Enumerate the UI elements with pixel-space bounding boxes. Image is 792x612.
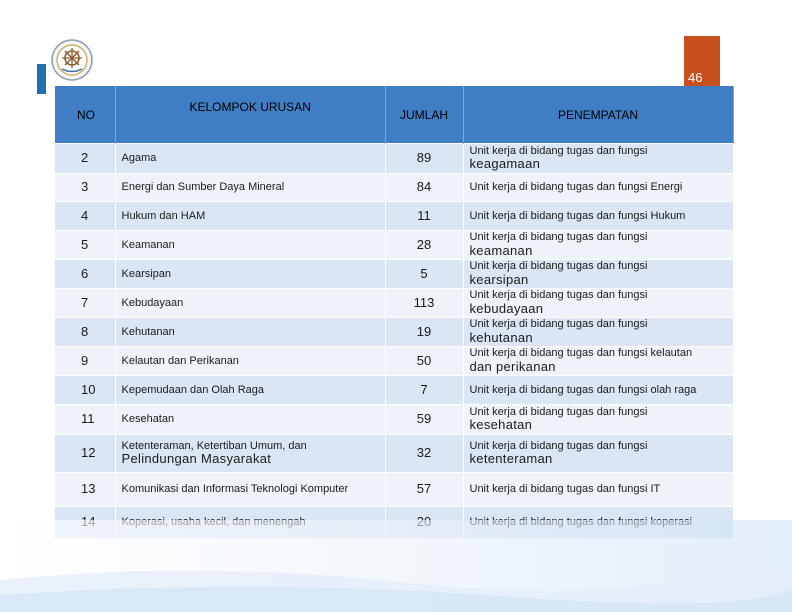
penempatan-text: Unit kerja di bidang tugas dan fungsi olah raga [469, 383, 697, 396]
cell-kelompok [115, 174, 385, 202]
penempatan-text-line2: kesehatan [469, 417, 533, 433]
cell-no: 7 [55, 289, 115, 318]
cell-no: 10 [55, 376, 115, 405]
table-row [55, 376, 733, 405]
cell-jumlah: 7 [385, 376, 463, 405]
cell-kelompok [115, 231, 385, 260]
penempatan-text-line2: kebudayaan [469, 300, 544, 316]
cell-kelompok [115, 473, 385, 507]
header-penempatan: PENEMPATAN [463, 86, 733, 144]
cell-jumlah: 57 [385, 473, 463, 507]
cell-jumlah: 89 [385, 144, 463, 174]
kelompok-text: Ketenteraman, Ketertiban Umum, dan [121, 439, 307, 452]
kelompok-text: Kebudayaan [121, 296, 184, 309]
cell-penempatan [463, 260, 733, 289]
cell-no: 11 [55, 405, 115, 435]
cell-penempatan [463, 231, 733, 260]
kelompok-text: Hukum dan HAM [121, 209, 206, 222]
cell-penempatan [463, 144, 733, 174]
cell-no: 9 [55, 347, 115, 376]
kelompok-text: Energi dan Sumber Daya Mineral [121, 181, 285, 194]
cell-kelompok [115, 376, 385, 405]
cell-penempatan [463, 174, 733, 202]
cell-jumlah: 59 [385, 405, 463, 435]
data-table [55, 86, 733, 538]
cell-penempatan [463, 473, 733, 507]
page-number: 46 [688, 70, 703, 85]
cell-penempatan [463, 202, 733, 231]
cell-no: 6 [55, 260, 115, 289]
cell-jumlah: 32 [385, 435, 463, 473]
cell-penempatan [463, 347, 733, 376]
penempatan-text: Unit kerja di bidang tugas dan fungsi [469, 289, 648, 302]
cell-jumlah: 50 [385, 347, 463, 376]
table-row [55, 231, 733, 260]
penempatan-text-line2: kearsipan [469, 271, 529, 287]
accent-bar [37, 64, 46, 94]
penempatan-text-line2: keagamaan [469, 156, 541, 172]
cell-no: 13 [55, 473, 115, 507]
cell-no: 12 [55, 435, 115, 473]
cell-jumlah: 11 [385, 202, 463, 231]
cell-penempatan [463, 289, 733, 318]
kelompok-text: Keamanan [121, 238, 175, 251]
cell-kelompok [115, 435, 385, 473]
penempatan-text-line2: kehutanan [469, 329, 533, 345]
cell-jumlah: 84 [385, 174, 463, 202]
cell-penempatan [463, 435, 733, 473]
table-row [55, 144, 733, 174]
penempatan-text-line2: ketenteraman [469, 451, 553, 467]
penempatan-text: Unit kerja di bidang tugas dan fungsi [469, 144, 648, 157]
penempatan-text: Unit kerja di bidang tugas dan fungsi Energi [469, 181, 683, 194]
kelompok-text: Komunikasi dan Informasi Teknologi Komputer [121, 483, 349, 496]
cell-penempatan [463, 405, 733, 435]
kelompok-text: Kehutanan [121, 325, 175, 338]
penempatan-text: Unit kerja di bidang tugas dan fungsi [469, 405, 648, 418]
cell-no: 3 [55, 174, 115, 202]
cell-kelompok [115, 260, 385, 289]
header-no: NO [55, 86, 115, 144]
table-row [55, 347, 733, 376]
header-kelompok: KELOMPOK URUSAN [115, 86, 385, 144]
penempatan-text: Unit kerja di bidang tugas dan fungsi IT [469, 483, 661, 496]
penempatan-text: Unit kerja di bidang tugas dan fungsi Hukum [469, 209, 686, 222]
cell-kelompok [115, 202, 385, 231]
penempatan-text: Unit kerja di bidang tugas dan fungsi [469, 318, 648, 331]
kelompok-text: Kepemudaan dan Olah Raga [121, 383, 264, 396]
cell-kelompok [115, 318, 385, 347]
penempatan-text: Unit kerja di bidang tugas dan fungsi [469, 231, 648, 244]
cell-kelompok [115, 144, 385, 174]
cell-jumlah: 5 [385, 260, 463, 289]
kelompok-text: Kesehatan [121, 413, 175, 426]
penempatan-text: Unit kerja di bidang tugas dan fungsi kelautan [469, 347, 693, 360]
penempatan-text-line2: keamanan [469, 242, 533, 258]
kelompok-text: Kelautan dan Perikanan [121, 354, 239, 367]
cell-penempatan [463, 376, 733, 405]
penempatan-text: Unit kerja di bidang tugas dan fungsi [469, 260, 648, 273]
cell-no: 8 [55, 318, 115, 347]
cell-jumlah: 113 [385, 289, 463, 318]
table-row [55, 405, 733, 435]
table-row [55, 318, 733, 347]
decorative-wave [0, 520, 792, 612]
table-row [55, 289, 733, 318]
cell-jumlah: 28 [385, 231, 463, 260]
penempatan-text: Unit kerja di bidang tugas dan fungsi [469, 439, 648, 452]
table-row [55, 202, 733, 231]
table-header-row [55, 86, 733, 144]
cell-no: 2 [55, 144, 115, 174]
cell-kelompok [115, 289, 385, 318]
cell-kelompok [115, 347, 385, 376]
cell-no: 4 [55, 202, 115, 231]
kelompok-text: Kearsipan [121, 267, 172, 280]
kelompok-text-line2: Pelindungan Masyarakat [121, 451, 272, 467]
cell-no: 5 [55, 231, 115, 260]
header-jumlah: JUMLAH [385, 86, 463, 144]
cell-jumlah: 19 [385, 318, 463, 347]
cell-penempatan [463, 318, 733, 347]
table-row [55, 174, 733, 202]
table-row [55, 260, 733, 289]
kelompok-text: Agama [121, 152, 157, 165]
ship-wheel-emblem-icon [50, 38, 94, 82]
table-row [55, 473, 733, 507]
penempatan-text-line2: dan perikanan [469, 358, 556, 374]
table-row [55, 435, 733, 473]
cell-kelompok [115, 405, 385, 435]
